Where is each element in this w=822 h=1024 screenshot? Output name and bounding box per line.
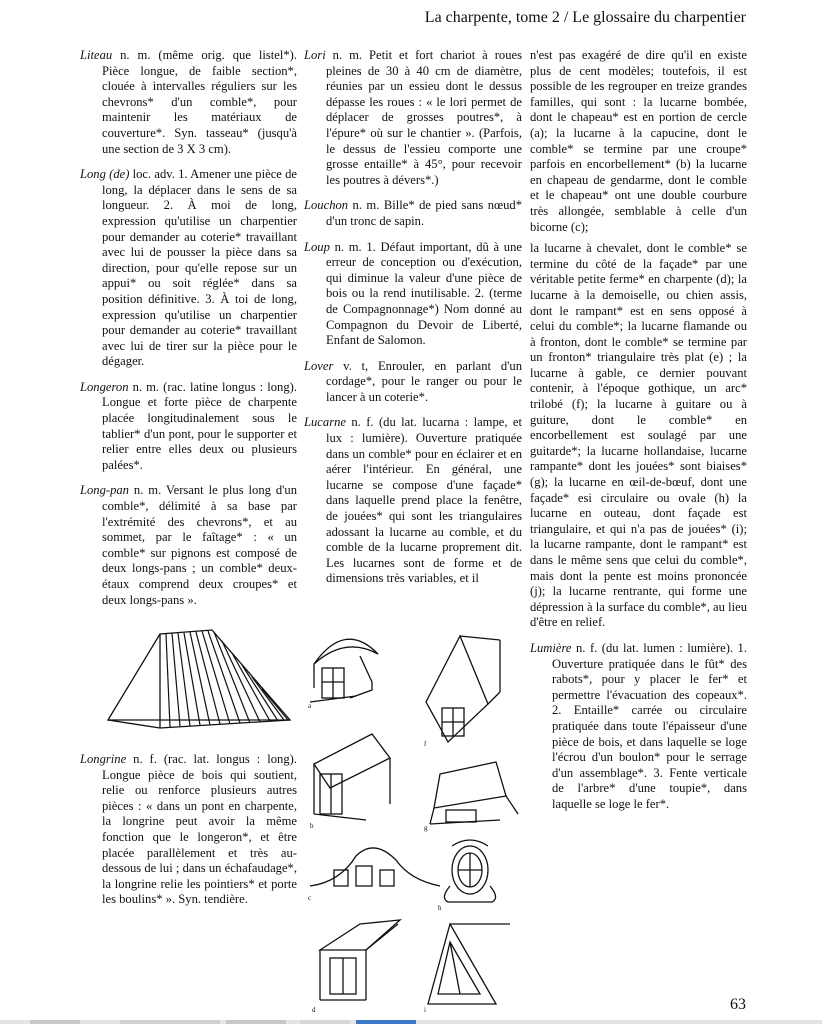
entry-liteau: Liteau n. m. (même orig. que listel*). Pièce longue, de faible section*, clouée à intervalles réguliers sur les chevrons* d'un comble*, pour maintenir les matériaux de couverture*. Syn. tasseau* (jusqu'à une section de 3 X 3 cm). (80, 48, 297, 156)
figure-label-b: b (310, 822, 314, 830)
headword: Louchon (304, 198, 349, 213)
page-number: 63 (730, 996, 746, 1013)
entry-loup: Loup n. m. 1. Défaut important, dû à une erreur de conception ou d'exécution, qui diminue la valeur d'une pièce de bois ou la rend inutilisable. 2. (terme de Compagnonnage*) Nom donné au Compagnon du Devoir de Liberté, Enfant de Salomon. (304, 239, 522, 348)
column-3 (530, 48, 747, 823)
column-2 (304, 48, 522, 597)
entry-long: Long (de) loc. adv. 1. Amener une pièce de long, la déplacer dans le sens de sa longueur. 2. À moi de long, expression qu'utilise un charpentier pour demander au coterie* travaillant avec lui de pousser la pièce dans sa direction, pour qu'elle repose sur un appui* ou soit réglée* dans sa position définitive. 3. À toi de long, expression qu'utilise un charpentier pour demander au coterie* travaillant avec lui de tirer sur la pièce pour le dégager. (80, 167, 297, 369)
entry-louchon: Louchon n. m. Bille* de pied sans nœud* d'un tronc de sapin. (304, 198, 522, 228)
lucarne-illustrations (300, 624, 530, 1014)
lucarne-f-figure (426, 636, 500, 742)
running-title: La charpente, tome 2 / Le glossaire du charpentier (424, 9, 746, 26)
headword: Longrine (80, 752, 127, 766)
figure-label-g: g (424, 824, 428, 832)
headword: Lover (304, 358, 334, 373)
entry-long-pan: Long-pan n. m. Versant le plus long d'un comble*, délimité à sa base par l'extrémité des chevrons*, et au sommet, par le faîtage* : « un comble* sur pignons est composé de deux longs-pans ; un comble* deux-étaux comprend deux croupes* et deux longs-pans ». (80, 483, 297, 607)
figure-label-d: d (312, 1006, 316, 1014)
lucarne-c-figure (310, 848, 440, 886)
viewer-bottom-strip (0, 1020, 822, 1024)
headword: Long (de) (80, 167, 130, 182)
headword: Longeron (80, 379, 129, 394)
entry-lori: Lori n. m. Petit et fort chariot à roues pleines de 30 à 40 cm de diamètre, réunies par un essieu dont le dessus dépasse les roues : « le lori permet de déplacer de grosses poutres*, à l'épure* où sur le chantier ». (Parfois, le dessus de l'essieu comporte une grosse entaille* à 45°, pour recevoir les poutres à dévers*.) (304, 48, 522, 187)
figure-label-c: c (308, 894, 312, 902)
entry-longrine: Longrine n. f. (rac. lat. longus : long). Longue pièce de bois qui soutient, relie ou renforce plusieurs autres pièces : « dans un pont en charpente, la longrine peut avoir la même fonction que le longeron*, et être placée parallèlement et très au-dessous de lui ; dans un échafaudage*, la longrine relie les pointiers* et porte les boulins* ». Syn. tendière. (80, 752, 297, 907)
lucarne-h-figure (444, 840, 495, 902)
entry-lucarne-types: la lucarne à chevalet, dont le comble* se termine du côté de la façade* par une véritable petite ferme* en charpente (d); la lucarne à la demoiselle, ou chien assis, dont le rampant* est en sens opposé à celui du comble*; la lucarne flamande ou à fronton, dont le comble* se termine par un fronton* triangulaire très plat (e) ; la lucarne à gable, ce dernier pouvant contenir, à l'époque gothique, un arc* trilobé (f); la lucarne à guitare ou à guiture, dont le comble* en encorbellement est soulagé par une guitarde*; la lucarne hollandaise, lucarne rampante* dont les jouées* sont biaises* (g); la lucarne en œil-de-bœuf, dont une façade* esi circulaire ou ovale (h) la lucarne en outeau, dont façade est triangulaire, et qui n'a pas de jouées* (i); la lucarne rampante, dont le rampant* est dans le même sens que celui du comble*, mais dont la pente est moins prononcée (j); la lucarne rentrante, qui forme une dépression à la surface du comble*, au lieu d'être en relief. (530, 241, 747, 630)
figure-label-f: f (424, 740, 427, 748)
figure-label-h: h (438, 904, 442, 912)
long-pan-illustration (100, 620, 300, 740)
entry-lumiere: Lumière n. f. (du lat. lumen : lumière). 1. Ouverture pratiquée dans le fût* des rabots*, pour y placer le fer* et permettre l'évacuation des copeaux*. 2. Entaille* carrée ou circulaire pratiquée dans toute l'épaisseur d'une pièce de bois, et dans laquelle se loge l'écrou d'un boulon* pour le serrage d'un assemblage*. 3. Fente verticale de l'arbre* d'une toupie*, dans laquelle se loge le fer*. (530, 640, 747, 811)
figure-label-a: a (308, 702, 312, 710)
headword: Lumière (530, 640, 572, 655)
headword: Liteau (80, 48, 113, 62)
lucarne-i-figure (428, 924, 510, 1004)
headword: Long-pan (80, 483, 129, 498)
lucarne-g-figure (430, 762, 518, 824)
lucarne-a-figure (310, 639, 378, 702)
headword: Lucarne (304, 415, 346, 430)
entry-lucarne: Lucarne n. f. (du lat. lucarna : lampe, et lux : lumière). Ouverture pratiquée dans un comble* pour en éclairer et en aérer l'intérieur. En général, une lucarne se compose d'une façade* dans laquelle prend place la fenêtre, de jouées* qui sont les triangulaires adossant la lucarne au comble, et du comble de la lucarne proprement dit. Les lucarnes sont de forme et de dimensions très variables, et il (304, 415, 522, 586)
figure-label-i: i (424, 1006, 426, 1014)
lucarne-b-figure (314, 734, 390, 820)
column-1 (80, 48, 297, 618)
column-1-lower (80, 752, 297, 918)
headword: Loup (304, 239, 330, 254)
entry-lucarne-continued: n'est pas exagéré de dire qu'il en existe plus de cent modèles; toutefois, il est possible de les regrouper en treize grandes familles, qui sont : la lucarne bombée, dont le chapeau* est en portion de cercle (a); la lucarne à la capucine, dont le comble* se termine par une croupe* parfois en encorbellement* (b) la lucarne en chapeau de gendarme, dont le comble et le chapeau* ont une double courbure très allongée, semblable à celle d'un bicorne (c); (530, 48, 747, 234)
entry-lover: Lover v. t, Enrouler, en parlant d'un cordage*, pour le ranger ou pour le lancer à un coterie*. (304, 358, 522, 404)
lucarne-d-figure (320, 920, 400, 1000)
headword: Lori (304, 48, 326, 62)
entry-longeron: Longeron n. m. (rac. latine longus : long). Longue et forte pièce de charpente placée longitudinalement sous le tablier* d'un pont, pour le supporter et relier entre elles deux ou plusieurs palées*. (80, 379, 297, 472)
